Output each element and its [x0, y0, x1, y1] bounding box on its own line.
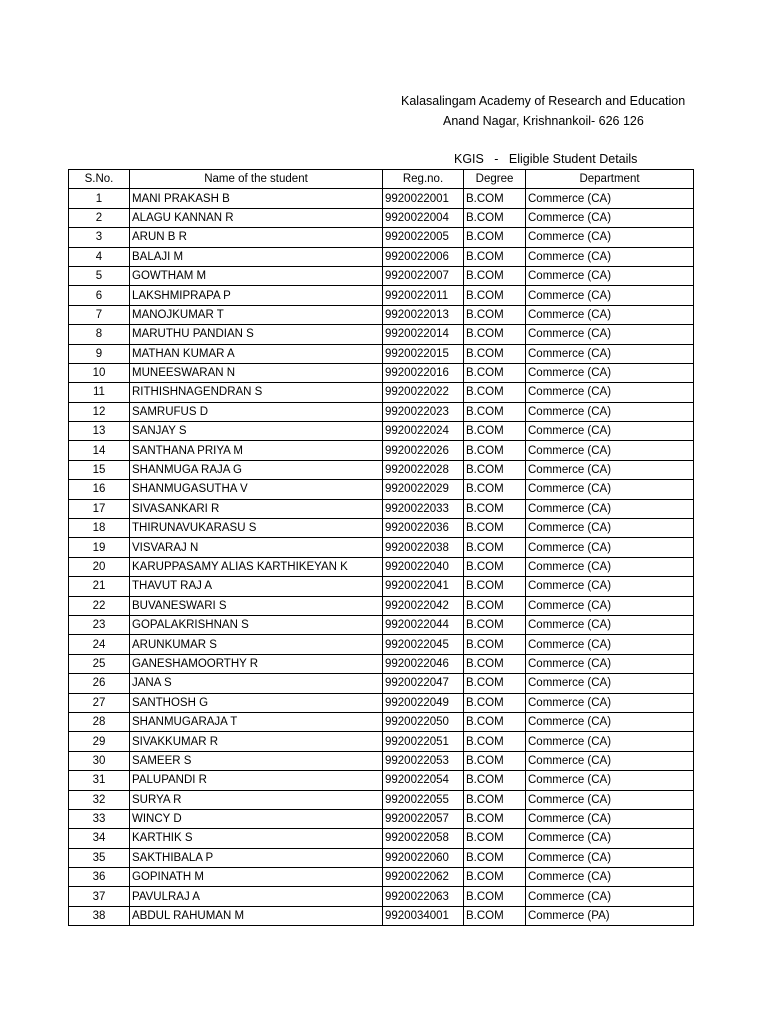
cell-student-name: MANOJKUMAR T — [130, 305, 383, 324]
table-row — [69, 305, 694, 324]
cell-degree: B.COM — [464, 771, 526, 790]
cell-degree: B.COM — [464, 480, 526, 499]
cell-student-name: PALUPANDI R — [130, 771, 383, 790]
cell-student-name: SANTHOSH G — [130, 693, 383, 712]
table-row — [69, 557, 694, 576]
cell-department: Commerce (CA) — [526, 402, 694, 421]
cell-department: Commerce (CA) — [526, 538, 694, 557]
cell-degree: B.COM — [464, 247, 526, 266]
cell-degree: B.COM — [464, 693, 526, 712]
cell-degree: B.COM — [464, 887, 526, 906]
cell-reg-no: 9920022063 — [383, 887, 464, 906]
cell-student-name: ARUNKUMAR S — [130, 635, 383, 654]
table-row — [69, 344, 694, 363]
cell-reg-no: 9920022004 — [383, 208, 464, 227]
cell-sno: 25 — [69, 654, 130, 673]
cell-reg-no: 9920022062 — [383, 868, 464, 887]
cell-sno: 11 — [69, 383, 130, 402]
table-row — [69, 693, 694, 712]
cell-student-name: MUNEESWARAN N — [130, 363, 383, 382]
cell-sno: 31 — [69, 771, 130, 790]
cell-sno: 36 — [69, 868, 130, 887]
cell-degree: B.COM — [464, 674, 526, 693]
cell-department: Commerce (CA) — [526, 363, 694, 382]
cell-department: Commerce (CA) — [526, 635, 694, 654]
cell-student-name: ALAGU KANNAN R — [130, 208, 383, 227]
cell-sno: 3 — [69, 228, 130, 247]
table-row — [69, 790, 694, 809]
cell-student-name: PAVULRAJ A — [130, 887, 383, 906]
cell-degree: B.COM — [464, 557, 526, 576]
cell-reg-no: 9920022041 — [383, 577, 464, 596]
cell-department: Commerce (CA) — [526, 519, 694, 538]
cell-sno: 4 — [69, 247, 130, 266]
cell-department: Commerce (CA) — [526, 228, 694, 247]
cell-department: Commerce (CA) — [526, 693, 694, 712]
table-row — [69, 615, 694, 634]
cell-degree: B.COM — [464, 402, 526, 421]
cell-department: Commerce (CA) — [526, 577, 694, 596]
cell-sno: 15 — [69, 460, 130, 479]
cell-reg-no: 9920022050 — [383, 712, 464, 731]
cell-sno: 6 — [69, 286, 130, 305]
cell-sno: 9 — [69, 344, 130, 363]
cell-sno: 13 — [69, 422, 130, 441]
cell-sno: 7 — [69, 305, 130, 324]
cell-department: Commerce (CA) — [526, 887, 694, 906]
cell-student-name: JANA S — [130, 674, 383, 693]
table-row — [69, 363, 694, 382]
table-row — [69, 848, 694, 867]
cell-reg-no: 9920022033 — [383, 499, 464, 518]
column-header-sno: S.No. — [69, 170, 130, 189]
table-row — [69, 809, 694, 828]
table-row — [69, 712, 694, 731]
cell-department: Commerce (CA) — [526, 732, 694, 751]
cell-department: Commerce (CA) — [526, 829, 694, 848]
cell-reg-no: 9920022011 — [383, 286, 464, 305]
cell-student-name: ABDUL RAHUMAN M — [130, 906, 383, 925]
cell-reg-no: 9920022014 — [383, 325, 464, 344]
cell-reg-no: 9920022040 — [383, 557, 464, 576]
cell-degree: B.COM — [464, 499, 526, 518]
cell-sno: 20 — [69, 557, 130, 576]
cell-reg-no: 9920022044 — [383, 615, 464, 634]
table-row — [69, 732, 694, 751]
cell-sno: 8 — [69, 325, 130, 344]
cell-reg-no: 9920022015 — [383, 344, 464, 363]
table-row — [69, 771, 694, 790]
table-row — [69, 674, 694, 693]
cell-reg-no: 9920022016 — [383, 363, 464, 382]
cell-reg-no: 9920022045 — [383, 635, 464, 654]
cell-sno: 35 — [69, 848, 130, 867]
cell-degree: B.COM — [464, 325, 526, 344]
cell-reg-no: 9920022049 — [383, 693, 464, 712]
cell-sno: 23 — [69, 615, 130, 634]
cell-reg-no: 9920022022 — [383, 383, 464, 402]
table-row — [69, 228, 694, 247]
cell-student-name: ARUN B R — [130, 228, 383, 247]
cell-sno: 33 — [69, 809, 130, 828]
cell-degree: B.COM — [464, 906, 526, 925]
cell-degree: B.COM — [464, 383, 526, 402]
cell-degree: B.COM — [464, 635, 526, 654]
cell-student-name: RITHISHNAGENDRAN S — [130, 383, 383, 402]
cell-sno: 38 — [69, 906, 130, 925]
cell-degree: B.COM — [464, 519, 526, 538]
cell-student-name: SHANMUGARAJA T — [130, 712, 383, 731]
cell-student-name: SIVASANKARI R — [130, 499, 383, 518]
cell-student-name: SAMEER S — [130, 751, 383, 770]
cell-degree: B.COM — [464, 189, 526, 208]
cell-student-name: LAKSHMIPRAPA P — [130, 286, 383, 305]
cell-student-name: SAKTHIBALA P — [130, 848, 383, 867]
cell-department: Commerce (CA) — [526, 208, 694, 227]
cell-sno: 37 — [69, 887, 130, 906]
cell-reg-no: 9920022005 — [383, 228, 464, 247]
cell-sno: 16 — [69, 480, 130, 499]
cell-degree: B.COM — [464, 848, 526, 867]
cell-sno: 10 — [69, 363, 130, 382]
cell-department: Commerce (CA) — [526, 790, 694, 809]
cell-degree: B.COM — [464, 422, 526, 441]
cell-student-name: BALAJI M — [130, 247, 383, 266]
cell-sno: 17 — [69, 499, 130, 518]
cell-department: Commerce (CA) — [526, 499, 694, 518]
cell-reg-no: 9920022046 — [383, 654, 464, 673]
cell-sno: 5 — [69, 266, 130, 285]
cell-department: Commerce (CA) — [526, 809, 694, 828]
cell-reg-no: 9920022042 — [383, 596, 464, 615]
cell-reg-no: 9920022058 — [383, 829, 464, 848]
cell-department: Commerce (CA) — [526, 441, 694, 460]
cell-sno: 27 — [69, 693, 130, 712]
cell-student-name: MANI PRAKASH B — [130, 189, 383, 208]
cell-degree: B.COM — [464, 305, 526, 324]
cell-degree: B.COM — [464, 751, 526, 770]
cell-student-name: SANTHANA PRIYA M — [130, 441, 383, 460]
column-header-name: Name of the student — [130, 170, 383, 189]
cell-student-name: MATHAN KUMAR A — [130, 344, 383, 363]
cell-student-name: BUVANESWARI S — [130, 596, 383, 615]
cell-student-name: SIVAKKUMAR R — [130, 732, 383, 751]
cell-sno: 18 — [69, 519, 130, 538]
cell-department: Commerce (CA) — [526, 344, 694, 363]
cell-department: Commerce (CA) — [526, 247, 694, 266]
cell-sno: 24 — [69, 635, 130, 654]
cell-reg-no: 9920022013 — [383, 305, 464, 324]
cell-department: Commerce (CA) — [526, 848, 694, 867]
cell-department: Commerce (CA) — [526, 615, 694, 634]
cell-department: Commerce (CA) — [526, 305, 694, 324]
cell-reg-no: 9920022054 — [383, 771, 464, 790]
cell-department: Commerce (CA) — [526, 480, 694, 499]
institution-name: Kalasalingam Academy of Research and Education — [401, 94, 686, 108]
cell-department: Commerce (CA) — [526, 460, 694, 479]
cell-sno: 14 — [69, 441, 130, 460]
cell-reg-no: 9920022055 — [383, 790, 464, 809]
cell-student-name: SANJAY S — [130, 422, 383, 441]
cell-student-name: SHANMUGA RAJA G — [130, 460, 383, 479]
cell-department: Commerce (CA) — [526, 654, 694, 673]
cell-department: Commerce (CA) — [526, 868, 694, 887]
table-row — [69, 499, 694, 518]
cell-sno: 12 — [69, 402, 130, 421]
table-row — [69, 189, 694, 208]
column-header-regno: Reg.no. — [383, 170, 464, 189]
cell-degree: B.COM — [464, 266, 526, 285]
cell-sno: 21 — [69, 577, 130, 596]
table-row — [69, 383, 694, 402]
cell-reg-no: 9920022047 — [383, 674, 464, 693]
cell-student-name: GOPALAKRISHNAN S — [130, 615, 383, 634]
cell-reg-no: 9920022036 — [383, 519, 464, 538]
cell-sno: 29 — [69, 732, 130, 751]
cell-student-name: THIRUNAVUKARASU S — [130, 519, 383, 538]
cell-degree: B.COM — [464, 344, 526, 363]
table-row — [69, 906, 694, 925]
table-row — [69, 538, 694, 557]
table-row — [69, 519, 694, 538]
cell-degree: B.COM — [464, 809, 526, 828]
table-row — [69, 480, 694, 499]
table-row — [69, 460, 694, 479]
column-header-department: Department — [526, 170, 694, 189]
table-row — [69, 422, 694, 441]
cell-degree: B.COM — [464, 654, 526, 673]
cell-department: Commerce (CA) — [526, 422, 694, 441]
table-body — [69, 189, 694, 926]
cell-department: Commerce (CA) — [526, 712, 694, 731]
cell-student-name: KARTHIK S — [130, 829, 383, 848]
cell-degree: B.COM — [464, 790, 526, 809]
cell-reg-no: 9920022057 — [383, 809, 464, 828]
table-row — [69, 266, 694, 285]
cell-student-name: SHANMUGASUTHA V — [130, 480, 383, 499]
table-row — [69, 208, 694, 227]
cell-reg-no: 9920022029 — [383, 480, 464, 499]
table-row — [69, 247, 694, 266]
table-row — [69, 286, 694, 305]
table-row — [69, 654, 694, 673]
cell-reg-no: 9920022038 — [383, 538, 464, 557]
cell-student-name: MARUTHU PANDIAN S — [130, 325, 383, 344]
document-subtitle: KGIS - Eligible Student Details — [454, 152, 638, 166]
cell-department: Commerce (CA) — [526, 771, 694, 790]
cell-student-name: WINCY D — [130, 809, 383, 828]
cell-reg-no: 9920022007 — [383, 266, 464, 285]
cell-student-name: VISVARAJ N — [130, 538, 383, 557]
student-table — [68, 169, 694, 926]
cell-reg-no: 9920022006 — [383, 247, 464, 266]
cell-sno: 2 — [69, 208, 130, 227]
cell-sno: 1 — [69, 189, 130, 208]
cell-department: Commerce (PA) — [526, 906, 694, 925]
cell-degree: B.COM — [464, 732, 526, 751]
cell-reg-no: 9920034001 — [383, 906, 464, 925]
cell-student-name: GOPINATH M — [130, 868, 383, 887]
cell-degree: B.COM — [464, 868, 526, 887]
cell-reg-no: 9920022026 — [383, 441, 464, 460]
cell-reg-no: 9920022053 — [383, 751, 464, 770]
cell-degree: B.COM — [464, 228, 526, 247]
cell-sno: 32 — [69, 790, 130, 809]
cell-student-name: GANESHAMOORTHY R — [130, 654, 383, 673]
cell-degree: B.COM — [464, 829, 526, 848]
cell-sno: 22 — [69, 596, 130, 615]
cell-reg-no: 9920022060 — [383, 848, 464, 867]
cell-student-name: GOWTHAM M — [130, 266, 383, 285]
cell-reg-no: 9920022024 — [383, 422, 464, 441]
table-row — [69, 577, 694, 596]
cell-student-name: THAVUT RAJ A — [130, 577, 383, 596]
table-row — [69, 402, 694, 421]
cell-student-name: KARUPPASAMY ALIAS KARTHIKEYAN K — [130, 557, 383, 576]
table-row — [69, 868, 694, 887]
cell-sno: 26 — [69, 674, 130, 693]
cell-reg-no: 9920022051 — [383, 732, 464, 751]
table-row — [69, 751, 694, 770]
table-row — [69, 441, 694, 460]
cell-department: Commerce (CA) — [526, 596, 694, 615]
cell-department: Commerce (CA) — [526, 325, 694, 344]
cell-degree: B.COM — [464, 712, 526, 731]
cell-department: Commerce (CA) — [526, 751, 694, 770]
table-row — [69, 887, 694, 906]
cell-student-name: SAMRUFUS D — [130, 402, 383, 421]
cell-degree: B.COM — [464, 615, 526, 634]
table-row — [69, 635, 694, 654]
column-header-degree: Degree — [464, 170, 526, 189]
cell-department: Commerce (CA) — [526, 286, 694, 305]
cell-department: Commerce (CA) — [526, 557, 694, 576]
table-row — [69, 596, 694, 615]
institution-address: Anand Nagar, Krishnankoil- 626 126 — [443, 114, 644, 128]
cell-degree: B.COM — [464, 577, 526, 596]
cell-degree: B.COM — [464, 538, 526, 557]
cell-reg-no: 9920022023 — [383, 402, 464, 421]
table-header-row — [69, 170, 694, 189]
cell-sno: 28 — [69, 712, 130, 731]
cell-degree: B.COM — [464, 363, 526, 382]
cell-sno: 30 — [69, 751, 130, 770]
table-row — [69, 325, 694, 344]
cell-sno: 19 — [69, 538, 130, 557]
cell-degree: B.COM — [464, 208, 526, 227]
cell-department: Commerce (CA) — [526, 674, 694, 693]
cell-degree: B.COM — [464, 441, 526, 460]
cell-department: Commerce (CA) — [526, 266, 694, 285]
cell-department: Commerce (CA) — [526, 383, 694, 402]
table-row — [69, 829, 694, 848]
cell-reg-no: 9920022028 — [383, 460, 464, 479]
cell-sno: 34 — [69, 829, 130, 848]
cell-department: Commerce (CA) — [526, 189, 694, 208]
cell-reg-no: 9920022001 — [383, 189, 464, 208]
cell-degree: B.COM — [464, 460, 526, 479]
cell-degree: B.COM — [464, 596, 526, 615]
cell-student-name: SURYA R — [130, 790, 383, 809]
cell-degree: B.COM — [464, 286, 526, 305]
